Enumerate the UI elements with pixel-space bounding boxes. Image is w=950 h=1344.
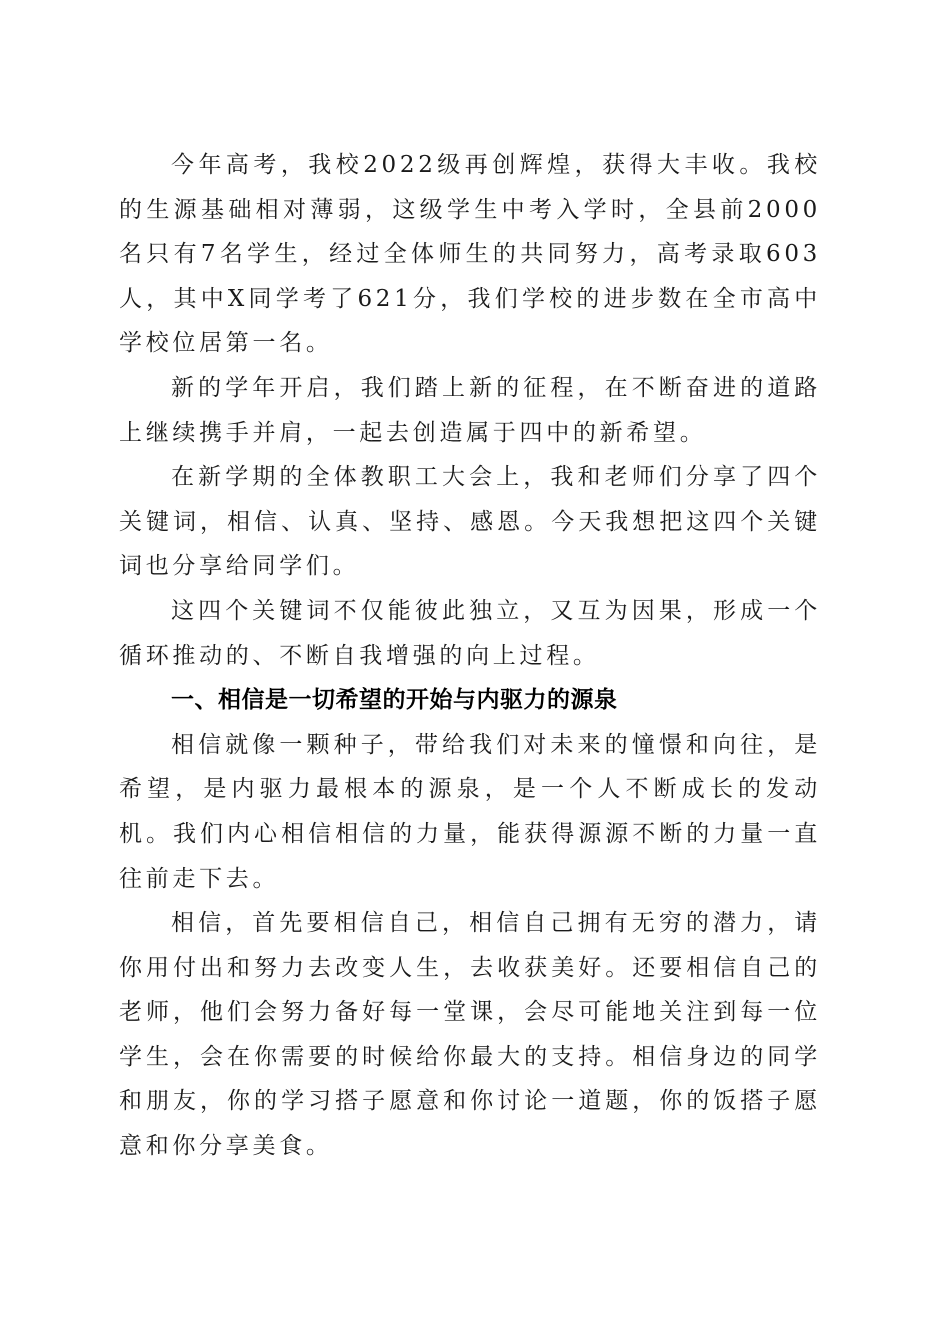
paragraph-keywords: 在新学期的全体教职工大会上，我和老师们分享了四个关键词，相信、认真、坚持、感恩。今天我想把这四个关键词也分享给同学们。 (119, 464, 821, 580)
section-heading-believe: 一、相信是一切希望的开始与内驱力的源泉 (171, 687, 618, 714)
paragraph-seed: 相信就像一颗种子，带给我们对未来的憧憬和向往，是希望，是内驱力最根本的源泉，是一个人不断成长的发动机。我们内心相信相信的力量，能获得源源不断的力量一直往前走下去。 (119, 731, 821, 892)
paragraph-new-year: 新的学年开启，我们踏上新的征程，在不断奋进的道路上继续携手并肩，一起去创造属于四中的新希望。 (119, 374, 821, 446)
paragraph-believe-self: 相信，首先要相信自己，相信自己拥有无穷的潜力，请你用付出和努力去改变人生，去收获美好。还要相信自己的老师，他们会努力备好每一堂课，会尽可能地关注到每一位学生，会在你需要的时候给你最大的支持。相信身边的同学和朋友，你的学习搭子愿意和你讨论一道题，你的饭搭子愿意和你分享美食。 (119, 910, 821, 1160)
paragraph-results: 今年高考，我校2022级再创辉煌，获得大丰收。我校的生源基础相对薄弱，这级学生中考入学时，全县前2000名只有7名学生，经过全体师生的共同努力，高考录取603人，其中X同学考了621分，我们学校的进步数在全市高中学校位居第一名。 (119, 152, 821, 357)
document-page (119, 143, 821, 1169)
paragraph-cycle: 这四个关键词不仅能彼此独立，又互为因果，形成一个循环推动的、不断自我增强的向上过程。 (119, 597, 821, 669)
